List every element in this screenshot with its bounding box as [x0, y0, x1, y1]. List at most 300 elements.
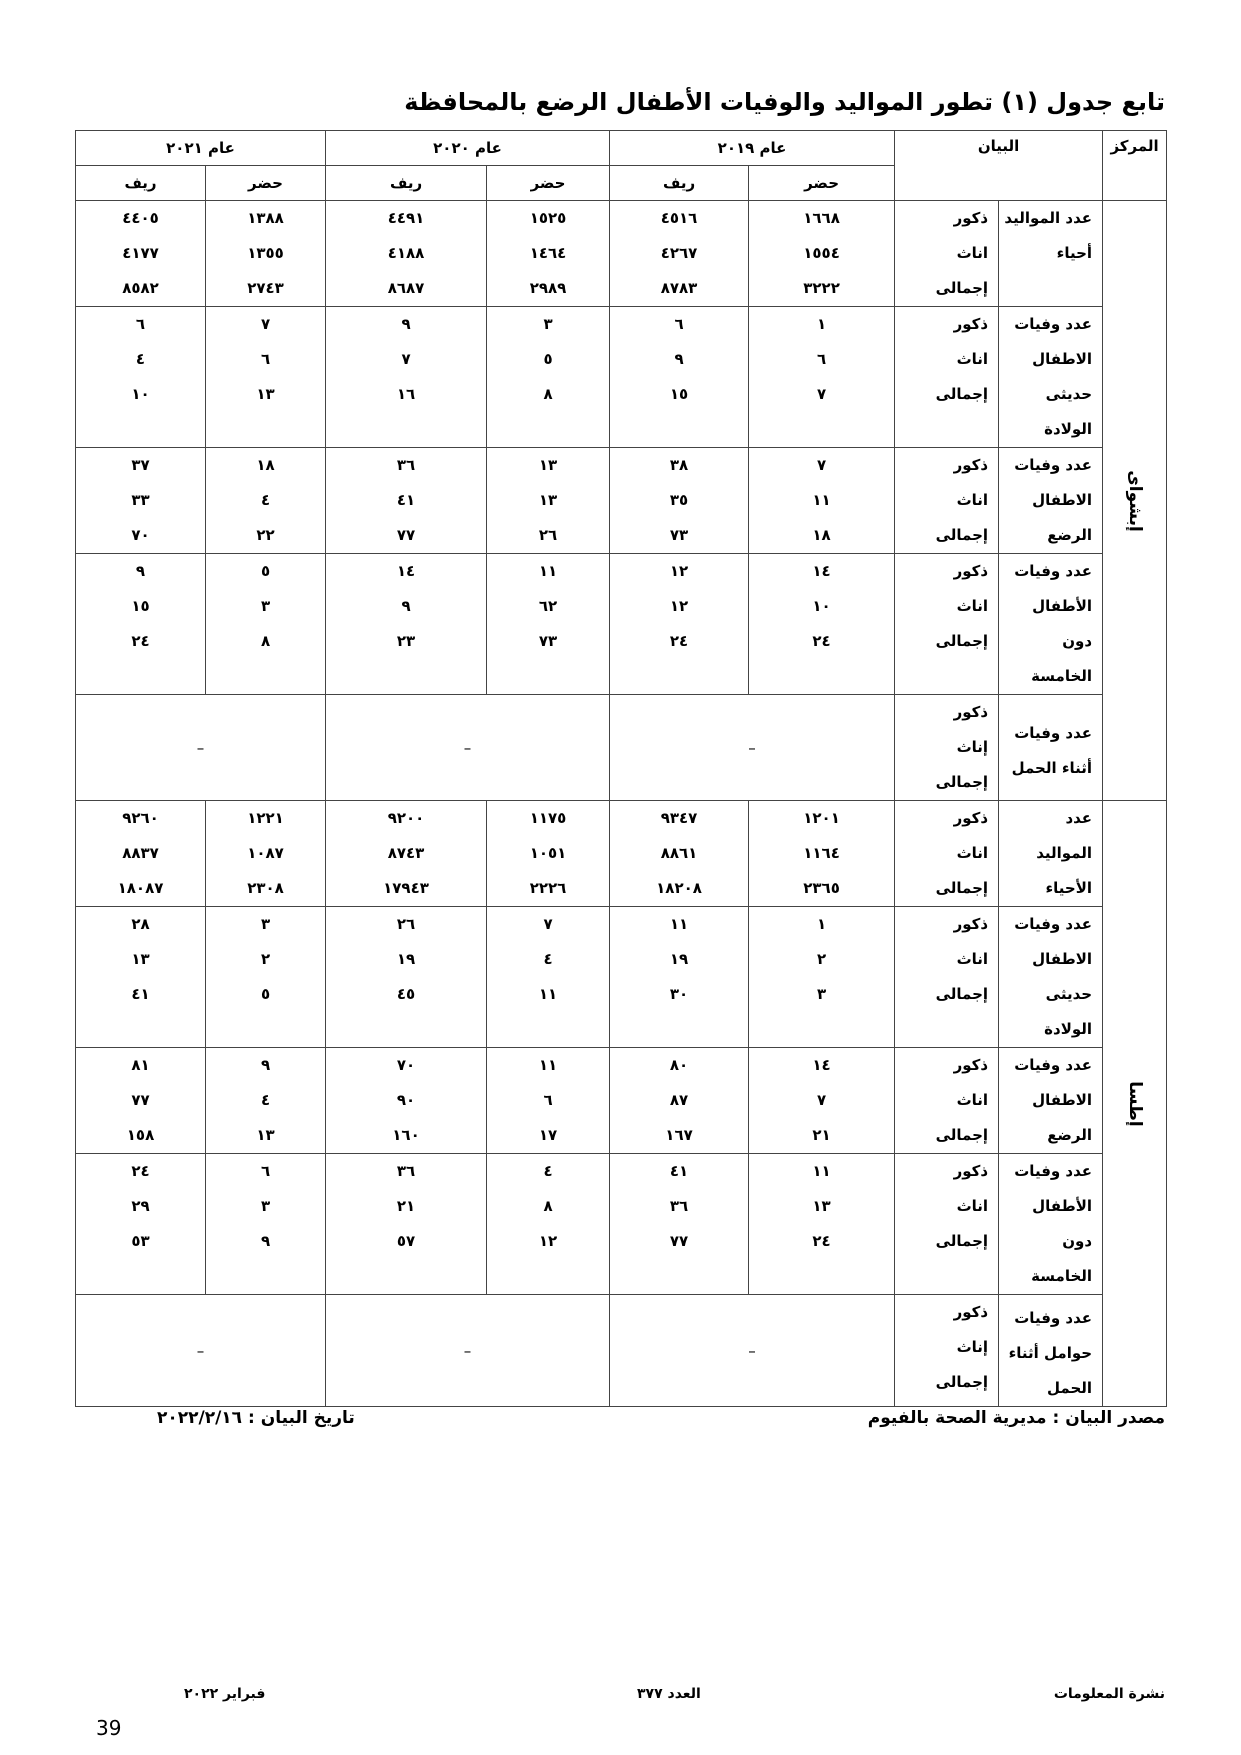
indicator-label-line: عدد وفيات: [1014, 1162, 1093, 1180]
gender-label: [895, 801, 999, 907]
page-title: تابع جدول (١) تطور المواليد والوفيات الأطفال الرضع بالمحافظة: [404, 88, 1165, 116]
indicator-label-line: الاطفال: [1032, 1091, 1093, 1109]
value: ٧: [816, 1091, 827, 1109]
indicator-label-line: حديثى: [1045, 985, 1093, 1003]
value: ٩٢٠٠: [387, 809, 425, 827]
gender-label-line: ذكور: [953, 456, 989, 474]
value-cell: [749, 554, 895, 695]
value: ٤٤٠٥: [122, 209, 159, 227]
value: ٧: [816, 456, 827, 474]
value: ٧: [543, 915, 553, 933]
value-cell: [326, 307, 487, 448]
value: ١٨٢٠٨: [656, 879, 702, 897]
value-cell: [749, 1048, 895, 1154]
indicator-label-line: الولادة: [1044, 1020, 1093, 1038]
value: ١١: [538, 985, 558, 1003]
value: ٢١: [812, 1126, 831, 1144]
value-cell: [206, 1154, 326, 1295]
value: ١٢٠١: [803, 809, 840, 827]
gender-label-line: ذكور: [953, 1056, 989, 1074]
value: ١٣٨٨: [247, 209, 284, 227]
value: ١٦: [396, 385, 416, 403]
indicator-label: [999, 801, 1103, 907]
value: ١: [816, 915, 827, 933]
gender-label: [895, 695, 999, 801]
indicator-label-line: أثناء الحمل: [1011, 758, 1093, 777]
gender-label-line: اناث: [956, 1091, 989, 1109]
indicator-label-line: الخامسة: [1031, 667, 1093, 685]
gender-label: [895, 307, 999, 448]
no-data-cell: –: [610, 695, 895, 801]
indicator-label-line: الأطفال: [1032, 597, 1093, 615]
value-cell: [76, 554, 206, 695]
value: ٣٨: [669, 456, 689, 474]
gender-label: [895, 201, 999, 307]
indicator-label-line: الرضع: [1047, 1126, 1093, 1144]
indicator-label-line: الاطفال: [1032, 350, 1093, 368]
value-cell: [206, 448, 326, 554]
value: ٨٨٣٧: [122, 844, 159, 862]
indicator-label-line: حوامل أثناء: [1008, 1344, 1093, 1362]
gender-label-line: اناث: [956, 491, 989, 509]
value: ١١: [812, 1162, 831, 1180]
gender-label: [895, 907, 999, 1048]
reef-header: ريف: [610, 166, 749, 201]
indicator-label-line: عدد وفيات: [1014, 1056, 1093, 1074]
value-cell: [326, 1154, 487, 1295]
hadar-header: حضر: [749, 166, 895, 201]
value: ١٣: [538, 456, 558, 474]
value: ٤: [543, 950, 553, 968]
value: ١٨: [812, 526, 831, 544]
value: ٨٠: [669, 1056, 689, 1074]
gender-label-line: إناث: [956, 738, 989, 756]
value-cell: [326, 1048, 487, 1154]
table-row: [76, 1048, 1167, 1154]
value: ٤١: [669, 1162, 689, 1180]
value: ٨١: [131, 1056, 150, 1074]
value: ٣: [260, 597, 271, 615]
value: ٦: [674, 315, 684, 333]
value: ٣٦: [396, 1162, 416, 1180]
value: ٢: [816, 950, 827, 968]
value: ٤: [260, 1091, 271, 1109]
reef-header: ريف: [76, 166, 206, 201]
value: ٣٢٢٢: [803, 279, 840, 297]
center-name: إبشواى: [1124, 469, 1145, 532]
value: ١١٦٤: [803, 844, 840, 862]
gender-label: [895, 554, 999, 695]
value-cell: [749, 907, 895, 1048]
gender-label-line: إجمالى: [935, 1126, 989, 1144]
value: ٥٧: [396, 1232, 416, 1250]
value: ٥: [260, 562, 271, 580]
indicator-label: [999, 1048, 1103, 1154]
indicator-label-line: المواليد: [1036, 844, 1093, 862]
value-cell: [76, 801, 206, 907]
gender-label-line: اناث: [956, 350, 989, 368]
value: ١٧: [538, 1126, 558, 1144]
value-cell: [487, 801, 610, 907]
value: ٢٤: [669, 632, 689, 650]
value: ١٠: [131, 385, 150, 403]
value-cell: [76, 1154, 206, 1295]
value: ٦: [260, 350, 271, 368]
value: ٨٧٨٣: [660, 279, 698, 297]
value: ٢٦: [538, 526, 558, 544]
value: ٢٣: [396, 632, 416, 650]
indicator-label-line: الاطفال: [1032, 950, 1093, 968]
value-cell: [206, 1048, 326, 1154]
value: ٥: [543, 350, 553, 368]
gender-label-line: إجمالى: [935, 1232, 989, 1250]
value: ١٥٥٤: [803, 244, 840, 262]
table-row: [76, 448, 1167, 554]
indicator-label-line: عدد وفيات: [1014, 562, 1093, 580]
value: ١٦٦٨: [803, 209, 840, 227]
date-note: تاريخ البيان : ٢٠٢٢/٢/١٦: [157, 1408, 355, 1428]
indicator-label: [999, 1154, 1103, 1295]
hadar-header: حضر: [206, 166, 326, 201]
value: ٣٠: [669, 985, 689, 1003]
value: ٢١: [396, 1197, 416, 1215]
value: ١٣: [538, 491, 558, 509]
value: ١٢: [669, 562, 689, 580]
table-row: [76, 201, 1167, 307]
indicator-label-line: عدد: [1065, 809, 1093, 827]
table-row: [76, 554, 1167, 695]
value: ٢٩: [131, 1197, 150, 1215]
value-cell: [326, 201, 487, 307]
value: ١٥٢٥: [529, 209, 567, 227]
value: ١٦٠: [392, 1126, 420, 1144]
value: ١٣٥٥: [247, 244, 284, 262]
value: ٣: [543, 315, 553, 333]
value: ٨٧: [669, 1091, 689, 1109]
gender-label-line: إجمالى: [935, 1373, 989, 1391]
value: ٧٧: [131, 1091, 150, 1109]
value: ١٢٢١: [247, 809, 284, 827]
indicator-label-line: عدد المواليد: [1004, 209, 1093, 227]
value: ٩: [260, 1232, 271, 1250]
value-cell: [206, 907, 326, 1048]
value: ٢٧٤٣: [247, 279, 284, 297]
value: ١٩: [396, 950, 416, 968]
value-cell: [206, 801, 326, 907]
indicator-label: [999, 1295, 1103, 1407]
no-data-cell: –: [76, 695, 326, 801]
gender-label-line: اناث: [956, 244, 989, 262]
indicator-label-line: الأحياء: [1045, 879, 1093, 897]
value: ٧: [401, 350, 411, 368]
value: ٤١: [131, 985, 150, 1003]
indicator-label-line: الولادة: [1044, 420, 1093, 438]
value-cell: [487, 1048, 610, 1154]
indicator-label: [999, 201, 1103, 307]
value: ٣٣: [131, 491, 150, 509]
value-cell: [749, 801, 895, 907]
indicator-label-line: الحمل: [1047, 1379, 1093, 1397]
gender-label-line: إجمالى: [935, 526, 989, 544]
value: ٣٧: [131, 456, 150, 474]
value: ٢٣٠٨: [247, 879, 284, 897]
value: ٤٥: [396, 985, 416, 1003]
value-cell: [206, 554, 326, 695]
value: ٤٢٦٧: [660, 244, 698, 262]
gender-label-line: ذكور: [953, 1162, 989, 1180]
gender-label-line: إناث: [956, 1338, 989, 1356]
value-cell: [326, 801, 487, 907]
indicator-label: [999, 907, 1103, 1048]
value: ٢٩٨٩: [529, 279, 567, 297]
value: ٨: [543, 1197, 553, 1215]
no-data-cell: –: [326, 695, 610, 801]
publication-month: فبراير ٢٠٢٢: [184, 1686, 266, 1702]
value: ٣: [260, 1197, 271, 1215]
value: ٢٢٢٦: [529, 879, 567, 897]
value: ٥: [260, 985, 271, 1003]
value: ١٣: [812, 1197, 831, 1215]
value: ٧: [260, 315, 271, 333]
markaz-header: المركز: [1103, 131, 1167, 201]
indicator-label-line: حديثى: [1045, 385, 1093, 403]
value: ٢٤: [131, 632, 150, 650]
value-cell: [206, 201, 326, 307]
gender-label: [895, 1154, 999, 1295]
indicator-label-line: عدد وفيات: [1014, 1309, 1093, 1327]
value: ٩٠: [396, 1091, 416, 1109]
center-name-cell: [1103, 801, 1167, 1407]
indicator-label-line: دون: [1062, 1232, 1093, 1250]
gender-label-line: اناث: [956, 1197, 989, 1215]
indicator-label-line: عدد وفيات: [1014, 723, 1093, 742]
value-cell: [610, 1154, 749, 1295]
gender-label-line: إجمالى: [935, 632, 989, 650]
indicator-label: [999, 448, 1103, 554]
indicator-label-line: عدد وفيات: [1014, 456, 1093, 474]
indicator-label: [999, 307, 1103, 448]
table-row: [76, 307, 1167, 448]
value: ١٩: [669, 950, 689, 968]
value: ٥٣: [131, 1232, 150, 1250]
value: ٩٢٦٠: [122, 809, 159, 827]
value: ٢٦: [396, 915, 416, 933]
value: ١١: [812, 491, 831, 509]
value-cell: [76, 907, 206, 1048]
value: ٦: [260, 1162, 271, 1180]
source-note: مصدر البيان : مديرية الصحة بالفيوم: [867, 1408, 1165, 1428]
value: ٩٣٤٧: [660, 809, 698, 827]
value: ١٦٧: [665, 1126, 693, 1144]
gender-label-line: ذكور: [953, 809, 989, 827]
value: ٤: [260, 491, 271, 509]
value: ٤١٨٨: [387, 244, 425, 262]
value: ٤٥١٦: [660, 209, 698, 227]
statistics-table: [75, 130, 1167, 1407]
page-number: 39: [96, 1716, 122, 1740]
indicator-label-line: الاطفال: [1032, 491, 1093, 509]
value: ١١: [538, 1056, 558, 1074]
issue-number: العدد ٣٧٧: [637, 1686, 701, 1702]
no-data-cell: –: [76, 1295, 326, 1407]
value-cell: [610, 554, 749, 695]
value-cell: [487, 201, 610, 307]
value: ١١٧٥: [529, 809, 567, 827]
year-2020-header: عام ٢٠٢٠: [326, 131, 610, 166]
value-cell: [487, 1154, 610, 1295]
value: ٨٦٨٧: [387, 279, 425, 297]
indicator-label: [999, 554, 1103, 695]
value: ١٣: [256, 1126, 275, 1144]
value: ٨٧٤٣: [387, 844, 425, 862]
value: ٧٣: [538, 632, 558, 650]
value: ١١: [538, 562, 558, 580]
bayan-header: البيان: [895, 131, 1103, 201]
gender-label-line: ذكور: [953, 315, 989, 333]
value: ٨٨٦١: [660, 844, 698, 862]
gender-label-line: اناث: [956, 844, 989, 862]
value: ٨: [260, 632, 271, 650]
gender-label-line: إجمالى: [935, 985, 989, 1003]
value-cell: [610, 1048, 749, 1154]
table-row: [76, 1295, 1167, 1407]
center-name: إطسا: [1124, 1080, 1145, 1127]
value: ٧٧: [669, 1232, 689, 1250]
value: ٢: [260, 950, 271, 968]
value: ١٥٨: [126, 1126, 155, 1144]
value-cell: [749, 307, 895, 448]
value: ٩: [401, 597, 411, 615]
publication-name: نشرة المعلومات: [1053, 1686, 1165, 1702]
value: ٢٤: [131, 1162, 150, 1180]
gender-label-line: اناث: [956, 597, 989, 615]
gender-label-line: ذكور: [953, 915, 989, 933]
value: ١٣: [131, 950, 150, 968]
value: ٧٠: [131, 526, 150, 544]
value: ٢٤: [812, 632, 831, 650]
table-row: [76, 801, 1167, 907]
indicator-label-line: عدد وفيات: [1014, 315, 1093, 333]
table-row: [76, 1154, 1167, 1295]
value: ٤: [543, 1162, 553, 1180]
indicator-label: [999, 695, 1103, 801]
value-cell: [610, 201, 749, 307]
value: ١: [816, 315, 827, 333]
indicator-label-line: أحياء: [1056, 244, 1093, 262]
value-cell: [76, 448, 206, 554]
value: ٧٣: [669, 526, 689, 544]
value-cell: [326, 448, 487, 554]
value: ٤٤٩١: [387, 209, 425, 227]
value-cell: [487, 307, 610, 448]
value: ٧: [816, 385, 827, 403]
value: ٩: [260, 1056, 271, 1074]
hadar-header: حضر: [487, 166, 610, 201]
value: ٢٤: [812, 1232, 831, 1250]
indicator-label-line: عدد وفيات: [1014, 915, 1093, 933]
value-cell: [487, 554, 610, 695]
gender-label: [895, 1048, 999, 1154]
value-cell: [610, 307, 749, 448]
gender-label: [895, 1295, 999, 1407]
indicator-label-line: الرضع: [1047, 526, 1093, 544]
value: ٨٥٨٢: [122, 279, 159, 297]
gender-label-line: اناث: [956, 950, 989, 968]
value: ٤: [135, 350, 146, 368]
gender-label-line: إجمالى: [935, 279, 989, 297]
value-cell: [487, 448, 610, 554]
no-data-cell: –: [326, 1295, 610, 1407]
value: ٩: [135, 562, 146, 580]
value: ١٨: [256, 456, 275, 474]
no-data-cell: –: [610, 1295, 895, 1407]
gender-label-line: ذكور: [953, 703, 989, 721]
value: ٩: [401, 315, 411, 333]
value: ٣: [816, 985, 827, 1003]
center-name-cell: [1103, 201, 1167, 801]
value: ١٢: [538, 1232, 558, 1250]
gender-label: [895, 448, 999, 554]
value: ٢٢: [256, 526, 275, 544]
value-cell: [206, 307, 326, 448]
value: ٣: [260, 915, 271, 933]
gender-label-line: ذكور: [953, 562, 989, 580]
gender-label-line: ذكور: [953, 209, 989, 227]
value: ١٥: [131, 597, 150, 615]
gender-label-line: إجمالى: [935, 385, 989, 403]
value-cell: [749, 448, 895, 554]
value: ٣٦: [396, 456, 416, 474]
value: ٦: [135, 315, 146, 333]
value-cell: [610, 801, 749, 907]
value: ٨: [543, 385, 553, 403]
value-cell: [610, 448, 749, 554]
value: ١٧٩٤٣: [383, 879, 429, 897]
value: ٧٠: [396, 1056, 416, 1074]
gender-label-line: إجمالى: [935, 879, 989, 897]
indicator-label-line: الخامسة: [1031, 1267, 1093, 1285]
value: ١٥: [669, 385, 689, 403]
value-cell: [76, 201, 206, 307]
value: ٤١: [396, 491, 416, 509]
value: ١٨٠٨٧: [117, 879, 164, 897]
value: ١١: [669, 915, 689, 933]
value: ١٤: [812, 1056, 831, 1074]
value-cell: [749, 1154, 895, 1295]
year-2019-header: عام ٢٠١٩: [610, 131, 895, 166]
table-row: [76, 907, 1167, 1048]
value: ٦: [543, 1091, 553, 1109]
value: ١٤: [812, 562, 831, 580]
value: ١٠٥١: [529, 844, 567, 862]
value-cell: [76, 1048, 206, 1154]
value: ١٣: [256, 385, 275, 403]
value-cell: [76, 307, 206, 448]
value-cell: [749, 201, 895, 307]
value-cell: [610, 907, 749, 1048]
value-cell: [487, 907, 610, 1048]
value: ١٤٦٤: [529, 244, 567, 262]
value: ٧٧: [396, 526, 416, 544]
indicator-label-line: دون: [1062, 632, 1093, 650]
table-row: [76, 695, 1167, 801]
reef-header: ريف: [326, 166, 487, 201]
value: ١٠: [812, 597, 831, 615]
indicator-label-line: الأطفال: [1032, 1197, 1093, 1215]
value: ٩: [674, 350, 684, 368]
value-cell: [326, 554, 487, 695]
value: ١٢: [669, 597, 689, 615]
